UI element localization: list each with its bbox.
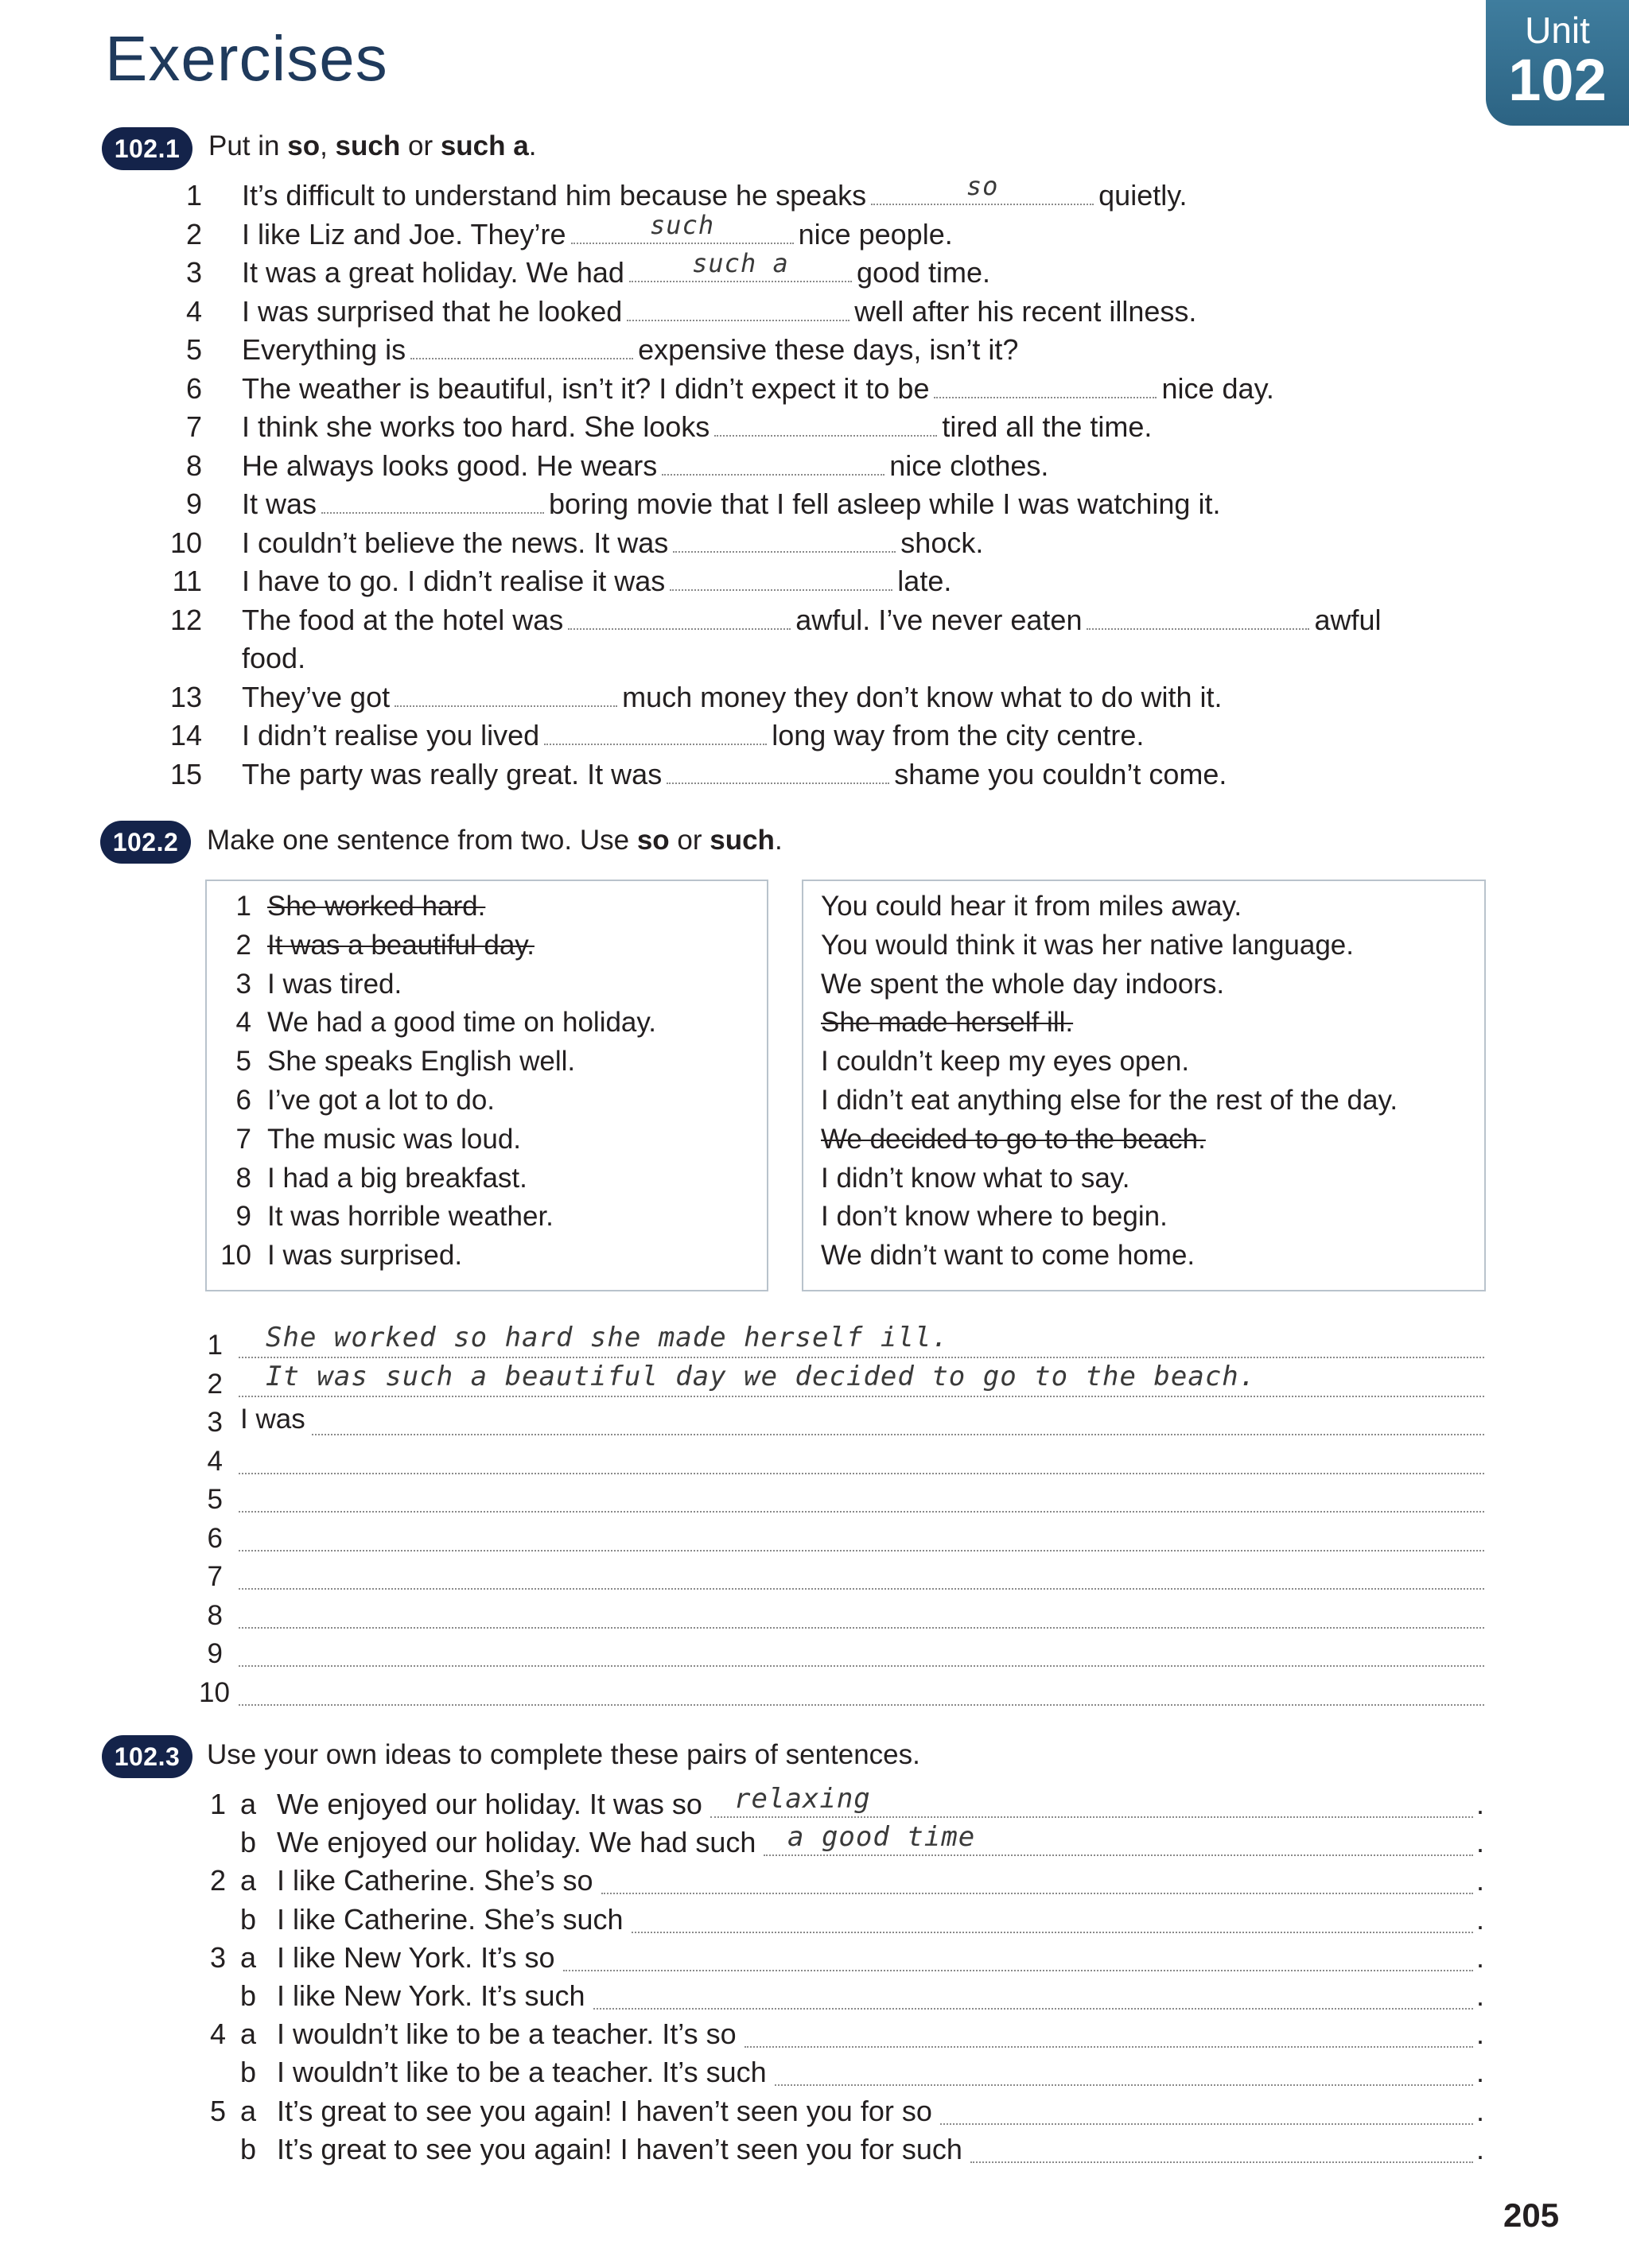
item-continuation: late.	[897, 565, 952, 597]
item-period: .	[1475, 1902, 1484, 1936]
answer-blank[interactable]	[1087, 601, 1309, 630]
answer-line[interactable]	[199, 1630, 1484, 1669]
sentence-box-left	[205, 880, 768, 1291]
item-number: 4	[235, 1007, 251, 1039]
item-period: .	[1475, 2094, 1484, 2127]
pair-item	[202, 2052, 1484, 2091]
answer-line[interactable]	[199, 1438, 1484, 1477]
exercise-item	[169, 524, 1538, 563]
item-letter: a	[240, 2018, 257, 2051]
item-number: 4	[209, 2018, 226, 2051]
handwritten-answer: It was such a beautiful day we decided to go to the beach.	[266, 1360, 1257, 1392]
sentence-text: I didn’t know what to say.	[821, 1162, 1130, 1194]
sentence-text: We spent the whole day indoors.	[821, 968, 1225, 1000]
item-text	[242, 248, 991, 293]
item-number: 5	[207, 1484, 223, 1515]
exercise-item	[169, 755, 1538, 794]
item-number: 10	[199, 1676, 230, 1708]
sentence-box-right	[802, 880, 1486, 1291]
pair-item	[202, 2130, 1484, 2168]
item-number: 3	[209, 1940, 226, 1974]
item-prompt: food.	[242, 642, 306, 674]
pair-item	[202, 1823, 1484, 1861]
item-number: 2	[207, 1368, 223, 1400]
item-number: 1	[207, 1330, 223, 1361]
dotted-line	[239, 1357, 1484, 1358]
item-continuation: good time.	[856, 256, 991, 289]
item-prompt: The food at the hotel was	[242, 603, 564, 636]
item-number: 5	[209, 2094, 226, 2127]
item-number: 11	[172, 565, 202, 597]
item-prompt: He always looks good. He wears	[242, 449, 658, 482]
item-prompt: Everything is	[242, 333, 406, 366]
item-text	[242, 639, 305, 678]
dotted-line	[312, 1434, 1484, 1435]
item-letter: b	[240, 1826, 257, 1859]
pair-item	[202, 1976, 1484, 2014]
item-number: 10	[169, 526, 202, 559]
pair-item	[202, 2091, 1484, 2130]
item-continuation: expensive these days, isn’t it?	[638, 333, 1019, 366]
instruction-keyword: such	[710, 825, 775, 856]
item-text	[242, 601, 1382, 640]
item-period: .	[1475, 1864, 1484, 1897]
answer-line[interactable]	[199, 1553, 1484, 1592]
item-text	[242, 485, 1220, 524]
sentence-text: I didn’t eat anything else for the rest of the day.	[821, 1085, 1398, 1116]
item-prompt: I was surprised that he looked	[242, 294, 623, 328]
exercise-badge-3: 102.3	[102, 1735, 192, 1778]
item-number: 6	[235, 1085, 251, 1116]
answer-lead: I was	[240, 1404, 305, 1435]
item-continuation: nice clothes.	[889, 449, 1049, 482]
item-continuation: awful	[1314, 603, 1382, 636]
item-continuation: quietly.	[1098, 179, 1188, 212]
instruction-text: or	[669, 825, 710, 856]
instruction-keyword: such a	[440, 130, 529, 161]
item-continuation: long way from the city centre.	[772, 719, 1145, 751]
answer-blank[interactable]	[670, 562, 892, 591]
exercise-item	[172, 562, 1538, 601]
dotted-line	[239, 1473, 1484, 1474]
answer-line[interactable]	[199, 1476, 1484, 1515]
handwritten-answer: so	[966, 171, 999, 201]
item-text	[242, 447, 1048, 486]
sentence-text: I don’t know where to begin.	[821, 1201, 1168, 1233]
answer-line[interactable]	[199, 1592, 1484, 1631]
handwritten-answer: such a	[692, 248, 789, 278]
item-continuation: well after his recent illness.	[854, 294, 1197, 328]
instruction-text: Put in	[208, 130, 288, 161]
item-prompt: They’ve got	[242, 680, 391, 713]
answer-line[interactable]	[199, 1669, 1484, 1708]
answer-blank[interactable]	[544, 717, 767, 745]
answer-line[interactable]	[199, 1399, 1484, 1438]
exercise-item	[185, 171, 1538, 216]
sentence-text: You would think it was her native language.	[821, 929, 1354, 961]
item-letter: b	[240, 2132, 257, 2165]
sentence-text: We didn’t want to come home.	[821, 1240, 1196, 1272]
item-number: 3	[207, 1407, 223, 1438]
item-text	[242, 755, 1227, 794]
answer-blank[interactable]	[714, 408, 937, 437]
instruction-text: .	[774, 825, 783, 856]
item-number: 5	[185, 333, 202, 366]
answer-blank[interactable]	[632, 1932, 1473, 1933]
item-prompt: It’s great to see you again! I haven’t seen you for such	[277, 2132, 962, 2165]
pair-item	[202, 2014, 1484, 2052]
pair-item	[202, 1900, 1484, 1938]
instruction-text: or	[400, 130, 441, 161]
item-number: 9	[207, 1638, 223, 1669]
dotted-line	[239, 1588, 1484, 1590]
exercise-item	[185, 293, 1538, 332]
item-number: 14	[169, 719, 202, 751]
item-prompt: The weather is beautiful, isn’t it? I didn’t expect it to be	[242, 371, 930, 405]
unit-label: Unit	[1525, 10, 1590, 51]
item-text	[242, 209, 953, 254]
pair-item	[202, 1784, 1484, 1823]
item-number: 13	[169, 680, 202, 713]
dotted-line	[239, 1550, 1484, 1551]
instruction-keyword: so	[287, 130, 321, 161]
item-prompt: It’s great to see you again! I haven’t seen you for so	[277, 2094, 932, 2127]
item-letter: a	[240, 1864, 257, 1897]
item-prompt: I like Liz and Joe. They’re	[242, 217, 566, 250]
item-prompt: I couldn’t believe the news. It was	[242, 526, 669, 559]
answer-blank[interactable]	[673, 524, 896, 553]
struck-sentence: She made herself ill.	[821, 1007, 1074, 1039]
item-prompt: It was	[242, 487, 317, 520]
handwritten-answer: a good time	[787, 1821, 976, 1854]
item-number: 12	[169, 603, 202, 636]
item-continuation: shock.	[900, 526, 984, 559]
item-number: 4	[185, 294, 202, 328]
pair-item	[202, 1861, 1484, 1899]
item-continuation: tired all the time.	[942, 410, 1153, 443]
item-number: 9	[185, 487, 202, 520]
item-prompt: I wouldn’t like to be a teacher. It’s so	[277, 2018, 737, 2051]
sentence-text: I was tired.	[267, 968, 402, 1000]
exercise-1-instruction	[208, 130, 536, 162]
exercise-3-instruction: Use your own ideas to complete these pairs of sentences.	[207, 1739, 920, 1770]
item-period: .	[1475, 2018, 1484, 2051]
answer-blank[interactable]	[568, 601, 791, 630]
item-period: .	[1475, 2056, 1484, 2089]
item-number: 3	[185, 256, 202, 289]
item-number: 8	[235, 1162, 251, 1194]
item-prompt: I have to go. I didn’t realise it was	[242, 565, 666, 597]
item-prompt: I like Catherine. She’s so	[277, 1864, 593, 1897]
item-letter: a	[240, 2094, 257, 2127]
unit-number: 102	[1508, 47, 1607, 113]
answer-blank[interactable]	[563, 1970, 1473, 1971]
handwritten-answer: such	[650, 209, 715, 240]
answer-blank[interactable]	[593, 2008, 1473, 2010]
answer-blank[interactable]	[662, 447, 884, 476]
exercise-badge-2: 102.2	[100, 821, 191, 864]
pair-item	[202, 1938, 1484, 1976]
item-text	[242, 717, 1144, 755]
exercise-item	[169, 717, 1538, 755]
sentence-text: I’ve got a lot to do.	[267, 1085, 496, 1116]
instruction-text: Make one sentence from two. Use	[207, 825, 637, 856]
item-period: .	[1475, 1940, 1484, 1974]
item-number: 2	[185, 217, 202, 250]
item-text	[242, 171, 1188, 216]
answer-blank[interactable]	[764, 1854, 1473, 1856]
item-number: 6	[185, 371, 202, 405]
sentence-text: It was horrible weather.	[267, 1201, 554, 1233]
item-number: 1	[235, 891, 251, 922]
item-text	[242, 370, 1274, 409]
item-prompt: I think she works too hard. She looks	[242, 410, 710, 443]
item-number: 7	[235, 1123, 251, 1155]
answer-blank[interactable]	[710, 1816, 1473, 1818]
item-continuation: boring movie that I fell asleep while I was watching it.	[549, 487, 1221, 520]
dotted-line	[239, 1704, 1484, 1706]
instruction-keyword: such	[335, 130, 401, 161]
item-letter: a	[240, 1940, 257, 1974]
exercise-item	[185, 447, 1538, 486]
page-number: 205	[1503, 2196, 1560, 2234]
item-number: 7	[185, 410, 202, 443]
answer-blank[interactable]	[395, 678, 617, 707]
answer-blank[interactable]	[629, 248, 852, 282]
exercise-item	[185, 408, 1538, 447]
sentence-text: I couldn’t keep my eyes open.	[821, 1046, 1190, 1078]
page-title: Exercises	[105, 23, 388, 94]
exercise-item	[202, 639, 1538, 678]
answer-blank[interactable]	[321, 485, 544, 514]
item-period: .	[1475, 1979, 1484, 2012]
item-number: 8	[185, 449, 202, 482]
sentence-text: I was surprised.	[267, 1240, 463, 1272]
item-number: 6	[207, 1522, 223, 1554]
exercise-item	[169, 601, 1538, 640]
answer-blank[interactable]	[571, 209, 794, 244]
item-number: 1	[185, 179, 202, 212]
exercise-item	[185, 331, 1538, 370]
item-text	[242, 331, 1018, 370]
dotted-line	[239, 1665, 1484, 1667]
item-prompt: I didn’t realise you lived	[242, 719, 540, 751]
dotted-line	[239, 1511, 1484, 1513]
dotted-line	[239, 1396, 1484, 1397]
item-prompt: We enjoyed our holiday. It was so	[277, 1788, 702, 1820]
answer-line[interactable]	[199, 1361, 1484, 1400]
answer-blank[interactable]	[745, 2046, 1473, 2048]
item-continuation: shame you couldn’t come.	[894, 757, 1227, 790]
answer-blank[interactable]	[775, 2084, 1473, 2086]
answer-blank[interactable]	[940, 2123, 1473, 2125]
item-period: .	[1475, 2132, 1484, 2165]
item-number: 2	[235, 929, 251, 961]
item-prompt: I like New York. It’s such	[277, 1979, 585, 2012]
struck-sentence: It was a beautiful day.	[267, 929, 535, 961]
struck-sentence: We decided to go to the beach.	[821, 1123, 1206, 1155]
item-prompt: We enjoyed our holiday. We had such	[277, 1826, 756, 1859]
item-letter: b	[240, 2056, 257, 2089]
exercise-badge-1: 102.1	[102, 127, 192, 170]
answer-blank[interactable]	[627, 293, 849, 321]
item-number: 4	[207, 1445, 223, 1477]
item-number: 2	[209, 1864, 226, 1897]
answer-blank[interactable]	[667, 755, 889, 784]
item-text	[242, 678, 1223, 717]
item-letter: a	[240, 1788, 257, 1820]
item-number: 15	[169, 757, 202, 790]
item-number: 8	[207, 1599, 223, 1631]
item-text	[242, 562, 951, 601]
instruction-text: ,	[320, 130, 336, 161]
item-prompt: The party was really great. It was	[242, 757, 663, 790]
item-number: 5	[235, 1046, 251, 1078]
handwritten-answer: relaxing	[734, 1783, 871, 1815]
item-prompt: I wouldn’t like to be a teacher. It’s such	[277, 2056, 767, 2089]
item-continuation: awful. I’ve never eaten	[795, 603, 1083, 636]
exercise-item	[185, 485, 1538, 524]
answer-blank[interactable]	[410, 331, 633, 359]
item-number: 10	[220, 1240, 251, 1272]
item-letter: b	[240, 1902, 257, 1936]
struck-sentence: She worked hard.	[267, 891, 486, 922]
item-number: 7	[207, 1561, 223, 1592]
instruction-keyword: so	[636, 825, 670, 856]
answer-line[interactable]	[199, 1322, 1484, 1361]
item-letter: b	[240, 1979, 257, 2012]
item-continuation: much money they don’t know what to do with it.	[622, 680, 1223, 713]
item-text	[242, 524, 983, 563]
answer-blank[interactable]	[871, 171, 1094, 205]
sentence-text: We had a good time on holiday.	[267, 1007, 657, 1039]
item-prompt: I like New York. It’s so	[277, 1940, 555, 1974]
item-text	[242, 293, 1196, 332]
exercise-item	[169, 678, 1538, 717]
item-period: .	[1475, 1826, 1484, 1859]
exercise-item	[185, 370, 1538, 409]
sentence-text: You could hear it from miles away.	[821, 891, 1242, 922]
instruction-text: .	[528, 130, 537, 161]
item-number: 1	[209, 1788, 226, 1820]
unit-tab	[1486, 0, 1629, 126]
sentence-text: I had a big breakfast.	[267, 1162, 527, 1194]
sentence-text: The music was loud.	[267, 1123, 522, 1155]
answer-blank[interactable]	[601, 1893, 1473, 1894]
answer-line[interactable]	[199, 1515, 1484, 1554]
handwritten-answer: She worked so hard she made herself ill.	[266, 1322, 949, 1353]
item-prompt: It was a great holiday. We had	[242, 256, 624, 289]
answer-blank[interactable]	[970, 2161, 1473, 2163]
exercise-2-instruction	[207, 825, 783, 856]
item-period: .	[1475, 1788, 1484, 1820]
item-prompt: It’s difficult to understand him because he speaks	[242, 179, 867, 212]
sentence-text: She speaks English well.	[267, 1046, 576, 1078]
exercise-1-list	[169, 171, 1538, 794]
item-number: 9	[235, 1201, 251, 1233]
item-text	[242, 408, 1152, 447]
exercise-item	[185, 209, 1538, 254]
answer-blank[interactable]	[934, 370, 1157, 398]
item-continuation: nice people.	[798, 217, 953, 250]
item-prompt: I like Catherine. She’s such	[277, 1902, 624, 1936]
exercise-item	[185, 248, 1538, 293]
item-number: 3	[235, 968, 251, 1000]
item-continuation: nice day.	[1161, 371, 1274, 405]
dotted-line	[239, 1627, 1484, 1629]
